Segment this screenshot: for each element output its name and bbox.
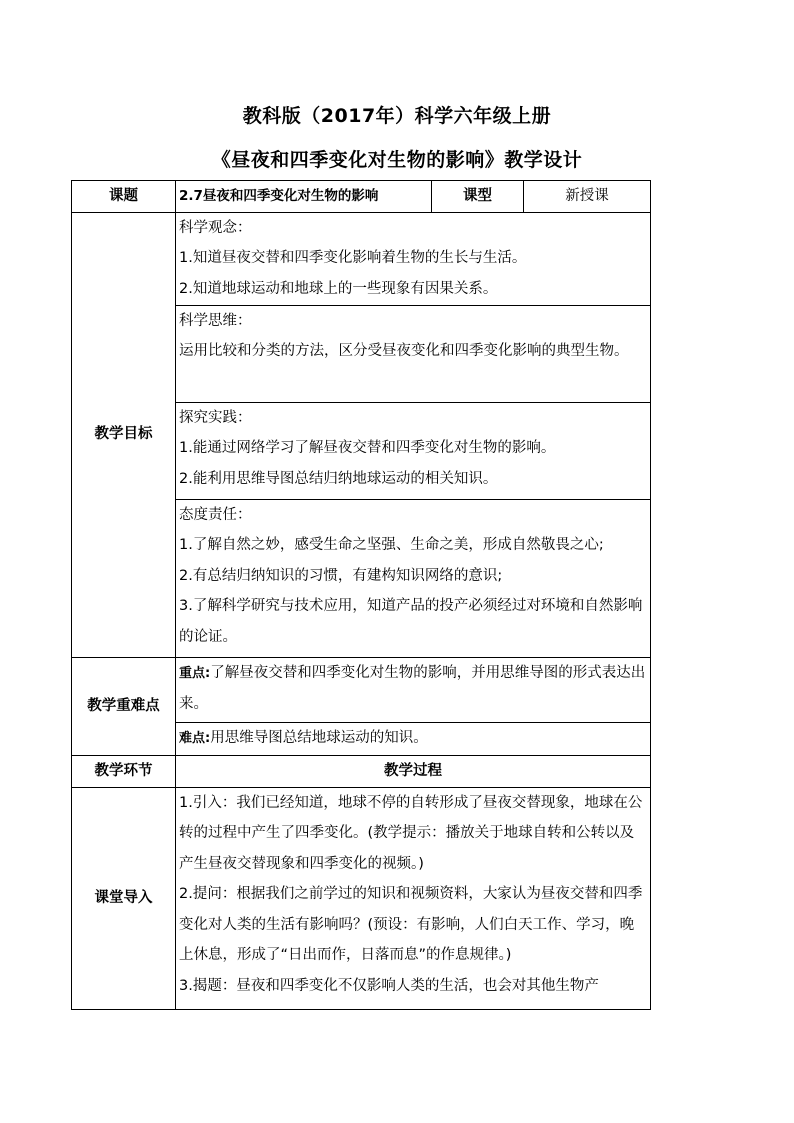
- goals-row-science-concept: [72, 212, 651, 305]
- goal-item: 运用比较和分类的方法，区分受昼夜变化和四季变化影响的典型生物。: [179, 343, 629, 359]
- goal-section-science-concept: [176, 212, 651, 305]
- key-point-row: [72, 657, 651, 722]
- document-subtitle: 《昼夜和四季变化对生物的影响》教学设计: [211, 149, 583, 171]
- goal-item: 1.能通过网络学习了解昼夜交替和四季变化对生物的影响。: [179, 440, 556, 456]
- goal-item: 2.有总结归纳知识的习惯，有建构知识网络的意识;: [179, 567, 503, 584]
- goal-section-science-thinking: [176, 305, 651, 402]
- hard-point-text: 用思维导图总结地球运动的知识。: [210, 729, 428, 746]
- type-value: 新授课: [524, 181, 651, 213]
- intro-content: [176, 787, 651, 1009]
- intro-item: 3.揭题：昼夜和四季变化不仅影响人类的生活，也会对其他生物产: [179, 977, 599, 994]
- goal-section-inquiry-practice: [176, 402, 651, 499]
- hard-point-cell: [176, 722, 651, 755]
- process-header-row: [72, 755, 651, 787]
- hard-point-label: 难点:: [179, 730, 211, 746]
- goal-heading: 态度责任：: [179, 506, 252, 523]
- goal-item: 2.知道地球运动和地球上的一些现象有因果关系。: [179, 280, 498, 297]
- topic-label: 课题: [72, 181, 176, 213]
- stage-header: 教学环节: [72, 755, 176, 787]
- type-label: 课型: [432, 181, 524, 213]
- intro-item: 1.引入：我们已经知道，地球不停的自转形成了昼夜交替现象，地球在公转的过程中产生了四季变化。(教学提示：播放关于地球自转和公转以及产生昼夜交替现象和四季变化的视频。): [179, 794, 643, 872]
- goal-heading: 科学观念：: [179, 219, 252, 236]
- goal-heading: 科学思维：: [179, 312, 252, 329]
- goal-item: 1.了解自然之妙，感受生命之坚强、生命之美，形成自然敬畏之心;: [179, 537, 604, 553]
- intro-row: [72, 787, 651, 1009]
- topic-value: 2.7昼夜和四季变化对生物的影响: [176, 181, 432, 213]
- document-title: 教科版（2017年）科学六年级上册: [242, 105, 552, 127]
- goal-heading: 探究实践：: [179, 409, 252, 426]
- key-point-label: 重点:: [179, 665, 211, 681]
- intro-label: 课堂导入: [72, 787, 176, 1009]
- goal-item: 2.能利用思维导图总结归纳地球运动的相关知识。: [179, 470, 498, 487]
- goal-section-attitude: [176, 499, 651, 657]
- process-header: 教学过程: [176, 755, 651, 787]
- key-point-text: 了解昼夜交替和四季变化对生物的影响，并用思维导图的形式表达出来。: [179, 664, 646, 712]
- intro-item: 2.提问：根据我们之前学过的知识和视频资料，大家认为昼夜交替和四季变化对人类的生活有影响吗？(预设：有影响，人们白天工作、学习，晚上休息，形成了“日出而作，日落而息”的作息规律。): [179, 886, 643, 963]
- goal-item: 1.知道昼夜交替和四季变化影响着生物的生长与生活。: [179, 250, 527, 266]
- goal-item: 3.了解科学研究与技术应用，知道产品的投产必须经过对环境和自然影响的论证。: [179, 598, 643, 645]
- topic-row: [72, 181, 651, 213]
- key-point-cell: [176, 657, 651, 722]
- goals-label: 教学目标: [72, 212, 176, 657]
- difficulty-label: 教学重难点: [72, 657, 176, 755]
- lesson-plan-table: [71, 180, 651, 1010]
